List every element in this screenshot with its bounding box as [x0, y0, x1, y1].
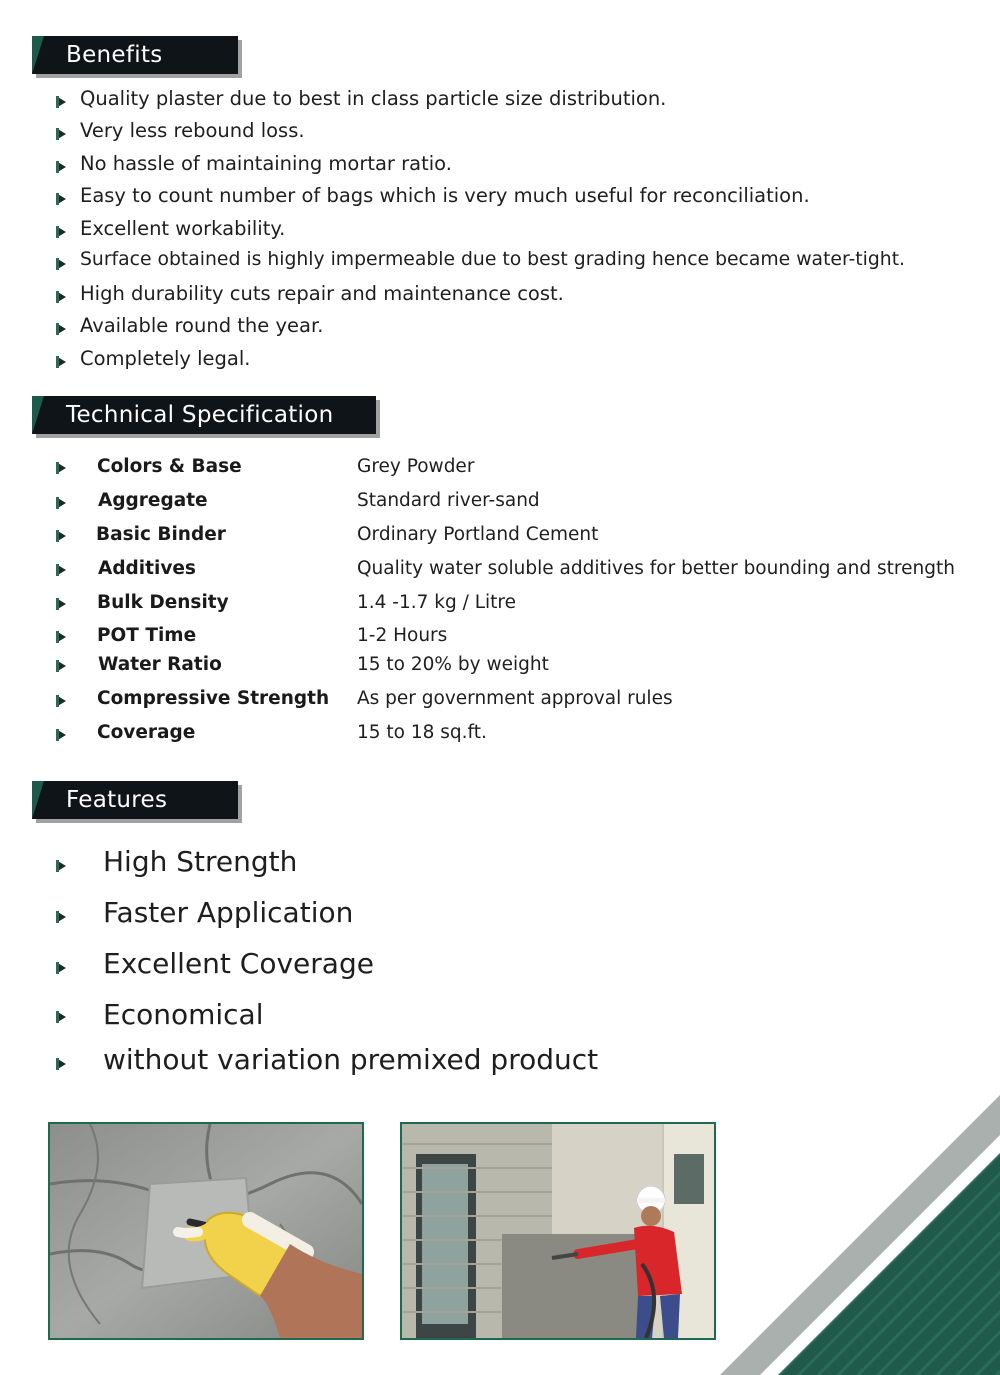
benefit-text: Surface obtained is highly impermeable due to best grading hence became water-tight.: [80, 249, 906, 270]
spec-value: 15 to 20% by weight: [357, 654, 549, 675]
triangle-bullet-icon: [56, 564, 66, 576]
corner-stripe-decoration: [720, 1095, 1000, 1375]
technical-header: [32, 396, 376, 434]
spray-plastering-photo: [400, 1122, 716, 1340]
spec-label: Bulk Density: [97, 592, 229, 613]
spec-label: Compressive Strength: [97, 688, 330, 709]
benefit-text: Completely legal.: [80, 347, 251, 370]
triangle-bullet-icon: [56, 1058, 66, 1070]
triangle-bullet-icon: [56, 860, 66, 872]
spec-value: 1.4 -1.7 kg / Litre: [357, 592, 517, 613]
features-header: [32, 781, 238, 819]
benefit-text: Available round the year.: [80, 314, 324, 337]
feature-text: without variation premixed product: [103, 1043, 599, 1076]
spec-value: 15 to 18 sq.ft.: [357, 722, 487, 743]
features-title: Features: [32, 781, 238, 819]
benefit-text: Quality plaster due to best in class particle size distribution.: [80, 87, 667, 110]
triangle-bullet-icon: [56, 128, 66, 140]
spec-label: Colors & Base: [97, 456, 242, 477]
feature-text: Economical: [103, 998, 264, 1031]
triangle-bullet-icon: [56, 911, 66, 923]
benefit-text: Easy to count number of bags which is very much useful for reconciliation.: [80, 184, 810, 207]
spec-label: Basic Binder: [96, 524, 226, 545]
spec-label: Coverage: [97, 722, 196, 743]
triangle-bullet-icon: [56, 462, 66, 474]
triangle-bullet-icon: [56, 530, 66, 542]
technical-title: Technical Specification: [32, 396, 376, 434]
spec-value: 1-2 Hours: [357, 625, 448, 646]
benefit-text: High durability cuts repair and maintenance cost.: [80, 282, 564, 305]
spec-label: Aggregate: [98, 490, 208, 511]
triangle-bullet-icon: [56, 497, 66, 509]
spec-value: Standard river-sand: [357, 490, 540, 511]
triangle-bullet-icon: [56, 323, 66, 335]
benefit-text: Very less rebound loss.: [80, 119, 305, 142]
feature-text: High Strength: [103, 845, 298, 878]
spec-label: Water Ratio: [98, 654, 222, 675]
triangle-bullet-icon: [56, 660, 66, 672]
spec-value: Quality water soluble additives for better bounding and strength: [357, 558, 955, 579]
triangle-bullet-icon: [56, 356, 66, 368]
spec-label: Additives: [98, 558, 196, 579]
benefits-header: [32, 36, 238, 74]
worker-spraying-illustration: [402, 1124, 714, 1338]
triangle-bullet-icon: [56, 598, 66, 610]
benefit-text: Excellent workability.: [80, 217, 286, 240]
plastering-hand-photo: [48, 1122, 364, 1340]
triangle-bullet-icon: [56, 962, 66, 974]
spec-label: POT Time: [97, 625, 197, 646]
triangle-bullet-icon: [56, 695, 66, 707]
trowel-hand-illustration: [50, 1124, 362, 1338]
benefits-title: Benefits: [32, 36, 238, 74]
spec-value: Grey Powder: [357, 456, 475, 477]
triangle-bullet-icon: [56, 96, 66, 108]
triangle-bullet-icon: [56, 631, 66, 643]
spec-value: As per government approval rules: [357, 688, 673, 709]
triangle-bullet-icon: [56, 226, 66, 238]
triangle-bullet-icon: [56, 161, 66, 173]
triangle-bullet-icon: [56, 1011, 66, 1023]
triangle-bullet-icon: [56, 291, 66, 303]
triangle-bullet-icon: [56, 729, 66, 741]
feature-text: Faster Application: [103, 896, 354, 929]
triangle-bullet-icon: [56, 258, 66, 270]
triangle-bullet-icon: [56, 193, 66, 205]
spec-value: Ordinary Portland Cement: [357, 524, 599, 545]
feature-text: Excellent Coverage: [103, 947, 374, 980]
benefit-text: No hassle of maintaining mortar ratio.: [80, 152, 452, 175]
